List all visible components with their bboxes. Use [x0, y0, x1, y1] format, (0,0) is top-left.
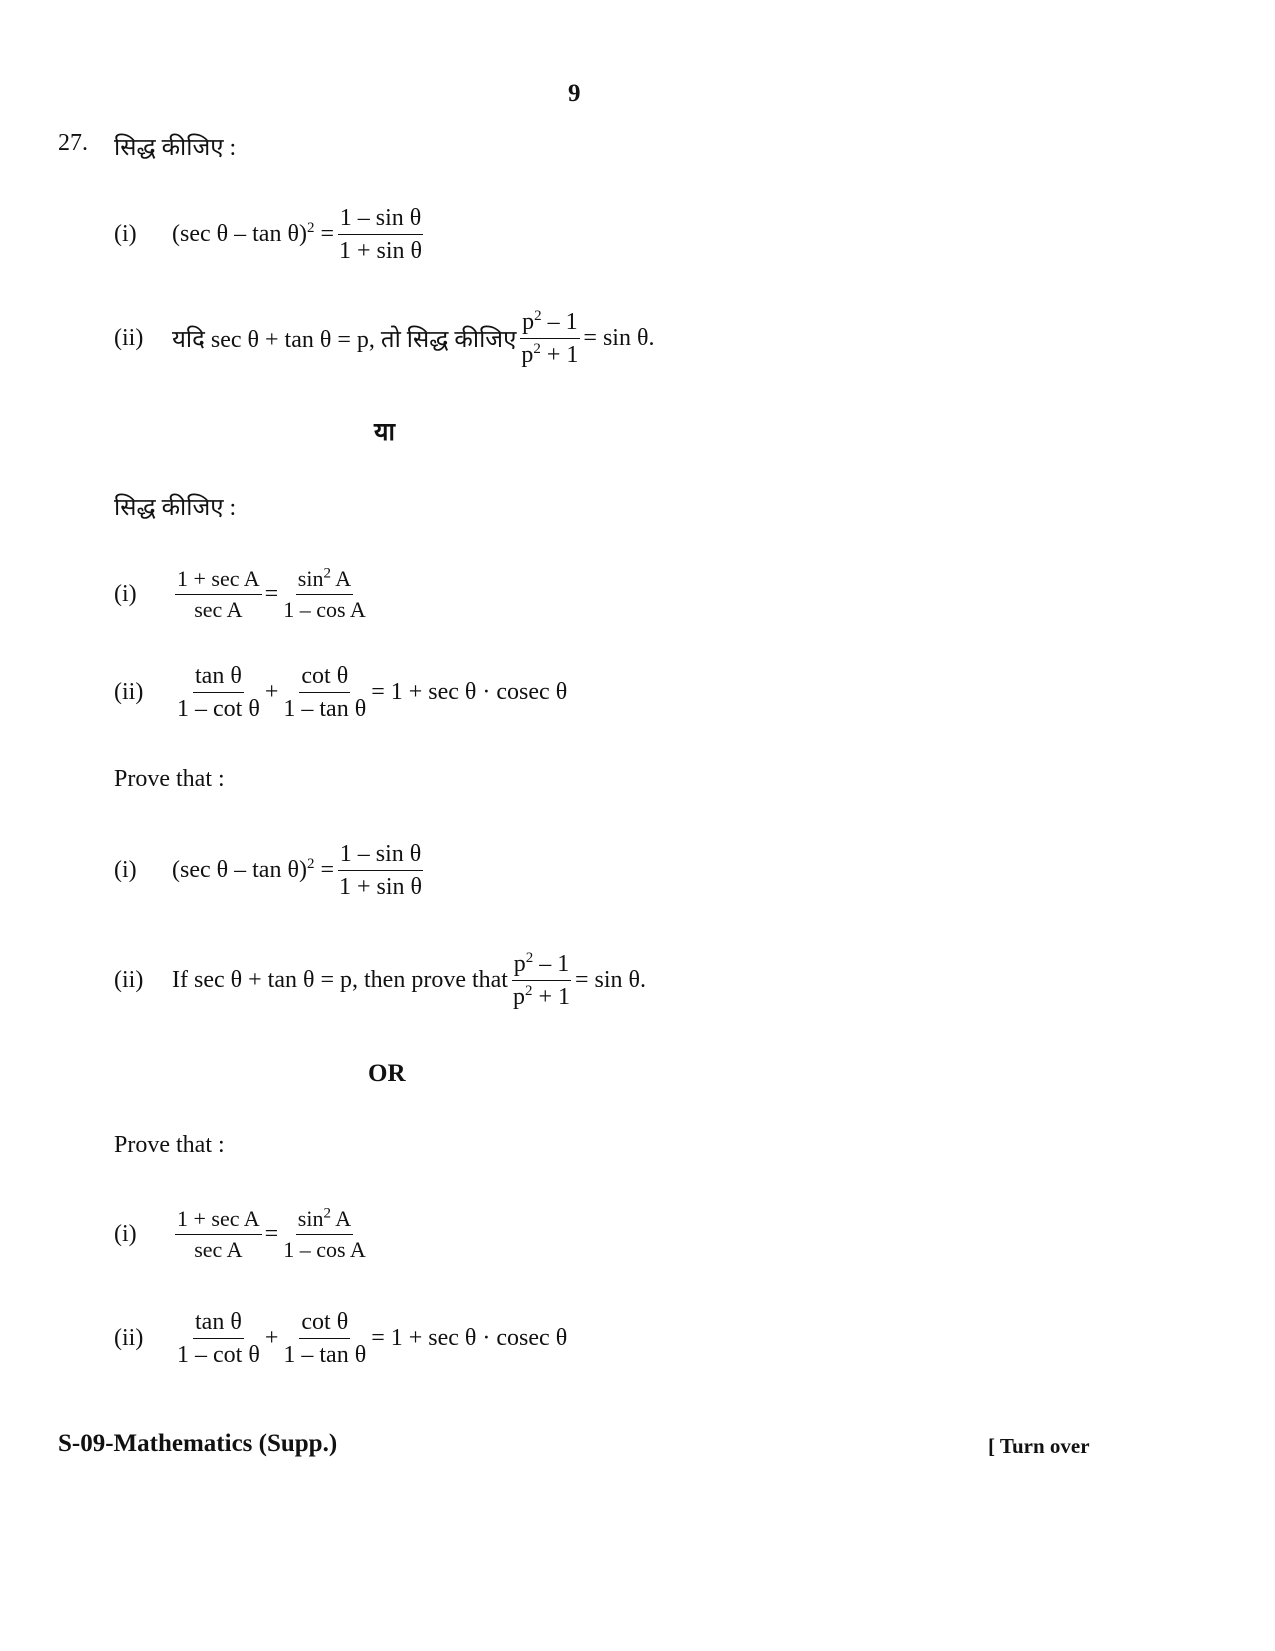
english-or: OR	[368, 1060, 406, 1087]
equals-sign: =	[264, 1221, 279, 1247]
english-alt-part-ii	[114, 1308, 567, 1369]
fraction: $\frac{\text{1 – sin θ}}{\text{1 + sin θ}}$	[339, 841, 423, 900]
equation-tail: = sin θ.	[575, 967, 647, 993]
fraction: $\frac{p^2 - 1}{p^2 + 1}$	[521, 308, 579, 368]
fraction: $\frac{p^2 - 1}{p^2 + 1}$	[512, 950, 571, 1010]
english-prove-heading: Prove that :	[114, 766, 225, 792]
fraction: $\frac{\text{1 + sec A}}{\text{sec A}}$	[177, 566, 260, 622]
part-label: (i)	[114, 1221, 137, 1247]
equation-lhs: (sec θ – tan θ)$^2$ =	[172, 856, 334, 883]
equation-tail: = sin θ.	[583, 325, 655, 351]
footer-turn-over: [ Turn over	[988, 1434, 1090, 1458]
fraction: $\frac{\text{1 – sin θ}}{\text{1 + sin θ}}$	[339, 205, 423, 264]
part-label: (ii)	[114, 1325, 144, 1351]
equation-tail: = 1 + sec θ · cosec θ	[371, 1325, 568, 1351]
hindi-part-ii	[114, 308, 654, 369]
plus-sign: +	[264, 679, 279, 705]
plus-sign: +	[264, 1325, 279, 1351]
fraction: $\frac{\text{cot θ}}{\text{1 – tan θ}}$	[283, 1309, 367, 1368]
part-label: (ii)	[114, 967, 144, 993]
question-number: 27.	[58, 130, 88, 156]
hindi-alt-part-i	[114, 566, 371, 623]
part-label: (i)	[114, 857, 137, 883]
fraction: $\frac{\text{cot θ}}{\text{1 – tan θ}}$	[283, 663, 367, 722]
fraction: $\frac{\sin^2 A}{\text{1 – cos A}}$	[283, 1205, 366, 1262]
footer-paper-code: S-09-Mathematics (Supp.)	[58, 1430, 338, 1457]
part-label: (i)	[114, 581, 137, 607]
english-part-i	[114, 840, 427, 901]
hindi-part-i	[114, 204, 427, 265]
hindi-or: या	[374, 419, 395, 446]
hindi-alt-part-ii	[114, 662, 567, 723]
equals-sign: =	[264, 581, 279, 607]
english-part-ii	[114, 950, 646, 1011]
fraction: $\frac{\text{1 + sec A}}{\text{sec A}}$	[177, 1206, 260, 1262]
english-alt-heading: Prove that :	[114, 1132, 225, 1158]
part-label: (ii)	[114, 679, 144, 705]
fraction: $\frac{\text{tan θ}}{\text{1 – cot θ}}$	[177, 663, 260, 722]
hindi-alt-heading: सिद्ध कीजिए :	[114, 495, 237, 521]
equation-tail: = 1 + sec θ · cosec θ	[371, 679, 568, 705]
equation-lhs: (sec θ – tan θ)$^2$ =	[172, 220, 334, 247]
hindi-prove-heading: सिद्ध कीजिए :	[114, 135, 237, 161]
part-label: (i)	[114, 221, 137, 247]
statement-text: If sec θ + tan θ = p, then prove that	[172, 967, 508, 993]
page-number: 9	[568, 80, 581, 107]
statement-text: यदि sec θ + tan θ = p, तो सिद्ध कीजिए	[172, 327, 517, 353]
english-alt-part-i	[114, 1206, 371, 1263]
fraction: $\frac{\text{tan θ}}{\text{1 – cot θ}}$	[177, 1309, 260, 1368]
fraction: $\frac{\sin^2 A}{\text{1 – cos A}}$	[283, 565, 366, 622]
part-label: (ii)	[114, 325, 144, 351]
